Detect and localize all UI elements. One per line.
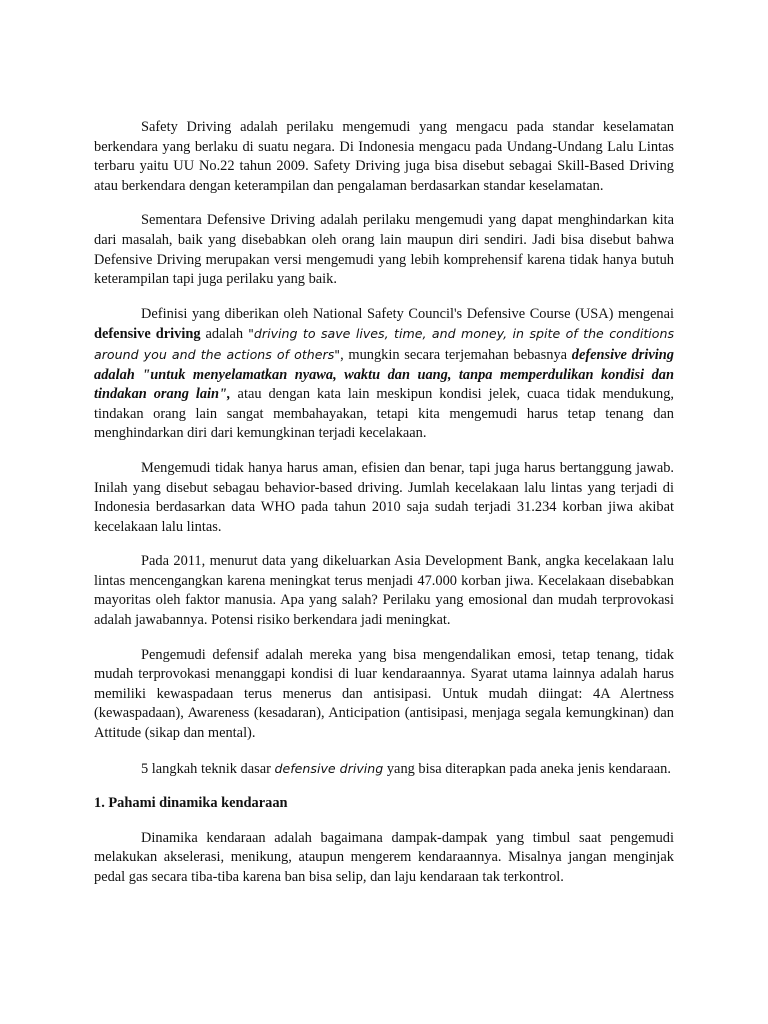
paragraph-defensive-driver: Pengemudi defensif adalah mereka yang bisa mengendalikan emosi, tetap tenang, tidak mudah terprovokasi menanggapi kondisi di luar kendaraannya. Syarat utama lainnya adalah harus memiliki kewaspadaan terus menerus dan antisipasi. Untuk mudah diingat: 4A Alertness (kewaspadaan), Awareness (kesadaran), Anticipation (antisipasi, menjaga segala kemungkinan) dan Attitude (sikap dan mental). <box>94 646 674 742</box>
definition-term: defensive driving <box>94 326 201 343</box>
five-steps-term: defensive driving <box>274 760 384 776</box>
five-steps-text-2: yang bisa diterapkan pada aneka jenis kendaraan. <box>383 760 671 777</box>
paragraph-behavior-based: Mengemudi tidak hanya harus aman, efisien dan benar, tapi juga harus bertanggung jawab. Inilah yang disebut sebagau behavior-based driving. Jumlah kecelakaan lalu lintas yang terjadi di Indonesia berdasarkan data WHO pada tahun 2010 saja sudah terjadi 31.234 korban jiwa akibat kecelakaan lalu lintas. <box>94 459 674 535</box>
paragraph-safety-driving: Safety Driving adalah perilaku mengemudi yang mengacu pada standar keselamatan berkendara yang berlaku di suatu negara. Di Indonesia mengacu pada Undang-Undang Lalu Lintas terbaru yaitu UU No.22 tahun 2009. Safety Driving juga bisa disebut sebagai Skill-Based Driving atau berkendara dengan keterampilan dan pengalaman berdasarkan standar keselamatan. <box>94 119 674 194</box>
paragraph-statistics-2011: Pada 2011, menurut data yang dikeluarkan Asia Development Bank, angka kecelakaan lalu lintas mencengangkan karena meningkat terus menjadi 47.000 korban jiwa. Kecelakaan disebabkan mayoritas oleh faktor manusia. Apa yang salah? Perilaku yang emosional dan mudah terprovokasi adalah jawabannya. Potensi risiko berkendara jadi meningkat. <box>94 553 674 629</box>
definition-text-1: Definisi yang diberikan oleh National Safety Council's Defensive Course (USA) mengenai <box>141 305 674 322</box>
definition-text-4: atau dengan kata lain meskipun kondisi jelek, cuaca tidak mendukung, tindakan orang lain sangat membahayakan, tetapi kita mengemudi harus tetap tenang dan menghindarkan diri dari kemungkinan terjadi kecelakaan. <box>94 386 674 442</box>
paragraph-definition <box>94 305 674 444</box>
paragraph-defensive-driving: Sementara Defensive Driving adalah perilaku mengemudi yang dapat menghindarkan kita dari masalah, baik yang disebabkan oleh orang lain maupun diri sendiri. Jadi bisa disebut bahwa Defensive Driving merupakan versi mengemudi yang lebih komprehensif karena tidak hanya butuh keterampilan tapi juga perilaku yang baik. <box>94 212 674 288</box>
definition-quote-indonesian: defensive driving adalah "untuk menyelamatkan nyawa, waktu dan uang, tanpa memperdulikan kondisi dan tindakan orang lain", <box>94 346 674 403</box>
definition-quote-english: "driving to save lives, time, and money, in spite of the conditions around you and the actions of others" <box>94 326 674 362</box>
definition-text-3: , mungkin secara terjemahan bebasnya <box>340 346 572 363</box>
paragraph-five-steps <box>94 759 674 780</box>
document-page <box>94 118 674 903</box>
definition-text-2: adalah <box>200 326 249 343</box>
five-steps-text-1: 5 langkah teknik dasar <box>141 760 275 777</box>
section-heading: 1. Pahami dinamika kendaraan <box>94 795 288 812</box>
paragraph-vehicle-dynamics: Dinamika kendaraan adalah bagaimana dampak-dampak yang timbul saat pengemudi melakukan akselerasi, menikung, ataupun mengerem kendaraannya. Misalnya jangan menginjak pedal gas secara tiba-tiba karena ban bisa selip, dan laju kendaraan tak terkontrol. <box>94 829 674 885</box>
